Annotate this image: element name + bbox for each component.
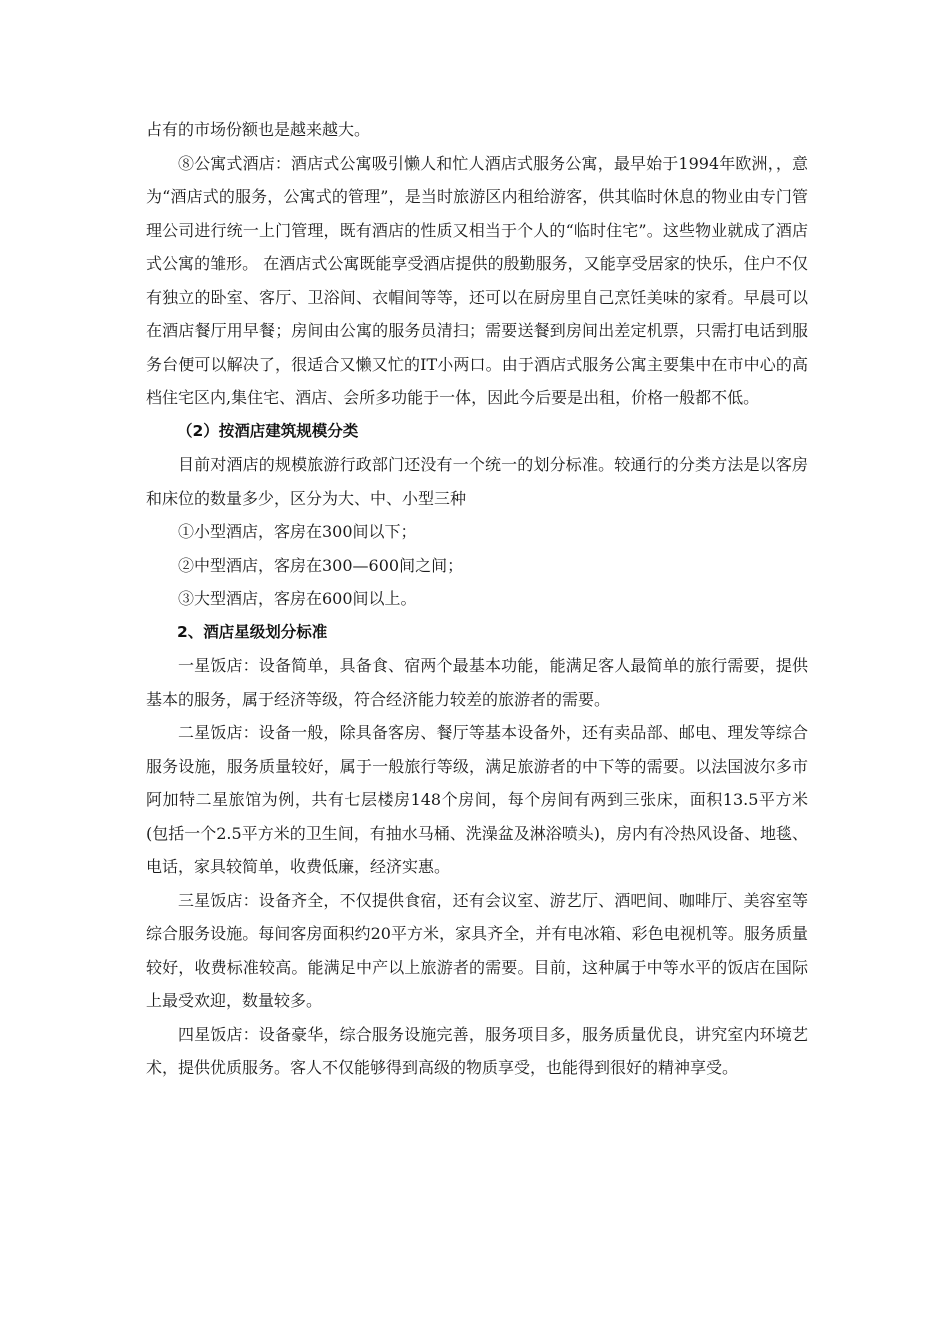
paragraph-apartment-hotel: ⑧公寓式酒店：酒店式公寓吸引懒人和忙人酒店式服务公寓，最早始于1994年欧洲，，意为“酒店式的服务，公寓式的管理”，是当时旅游区内租给游客，供其临时休息的物业由专门管理公司进行统一上门管理，既有酒店的性质又相当于个人的“临时住宅”。这些物业就成了酒店式公寓的雏形。 在酒店式公寓既能享受酒店提供的殷勤服务，又能享受居家的快乐，住户不仅有独立的卧室、客厅、卫浴间、衣帽间等等，还可以在厨房里自己烹饪美味的家肴。早晨可以在酒店餐厅用早餐；房间由公寓的服务员清扫；需要送餐到房间出差定机票，只需打电话到服务台便可以解决了，很适合又懒又忙的IT小两口。由于酒店式服务公寓主要集中在市中心的高档住宅区内,集住宅、酒店、会所多功能于一体，因此今后要是出租，价格一般都不低。 — [146, 153, 808, 407]
paragraph-scale-intro: 目前对酒店的规模旅游行政部门还没有一个统一的划分标准。较通行的分类方法是以客房和床位的数量多少，区分为大、中、小型三种 — [146, 455, 808, 508]
paragraph-continuation: 占有的市场份额也是越来越大。 — [146, 120, 371, 139]
list-item-medium-hotel: ②中型酒店，客房在300—600间之间； — [178, 555, 464, 575]
list-item-small-hotel: ①小型酒店，客房在300间以下； — [178, 522, 417, 541]
section-heading-scale: （2）按酒店建筑规模分类 — [177, 421, 359, 440]
section-heading-star-rating: 2、酒店星级划分标准 — [177, 622, 328, 641]
paragraph-two-star: 二星饭店：设备一般，除具备客房、餐厅等基本设备外，还有卖品部、邮电、理发等综合服务设施，服务质量较好，属于一般旅行等级，满足旅游者的中下等的需要。以法国波尔多市阿加特二星旅馆为例，共有七层楼房148个房间，每个房间有两到三张床，面积13.5平方米(包括一个2.5平方米的卫生间，有抽水马桶、洗澡盆及淋浴喷头)，房内有冷热风设备、地毯、电话，家具较简单，收费低廉，经济实惠。 — [146, 723, 808, 876]
paragraph-one-star: 一星饭店：设备简单，具备食、宿两个最基本功能，能满足客人最简单的旅行需要，提供基本的服务，属于经济等级，符合经济能力较差的旅游者的需要。 — [146, 656, 808, 709]
paragraph-three-star: 三星饭店：设备齐全，不仅提供食宿，还有会议室、游艺厅、酒吧间、咖啡厅、美容室等综合服务设施。每间客房面积约20平方米，家具齐全，并有电冰箱、彩色电视机等。服务质量较好，收费标准较高。能满足中产以上旅游者的需要。目前，这种属于中等水平的饭店在国际上最受欢迎，数量较多。 — [146, 890, 808, 1010]
list-item-large-hotel: ③大型酒店，客房在600间以上。 — [178, 589, 417, 608]
document-body — [146, 113, 808, 1085]
paragraph-four-star: 四星饭店：设备豪华，综合服务设施完善，服务项目多，服务质量优良，讲究室内环境艺术，提供优质服务。客人不仅能够得到高级的物质享受，也能得到很好的精神享受。 — [146, 1024, 808, 1077]
